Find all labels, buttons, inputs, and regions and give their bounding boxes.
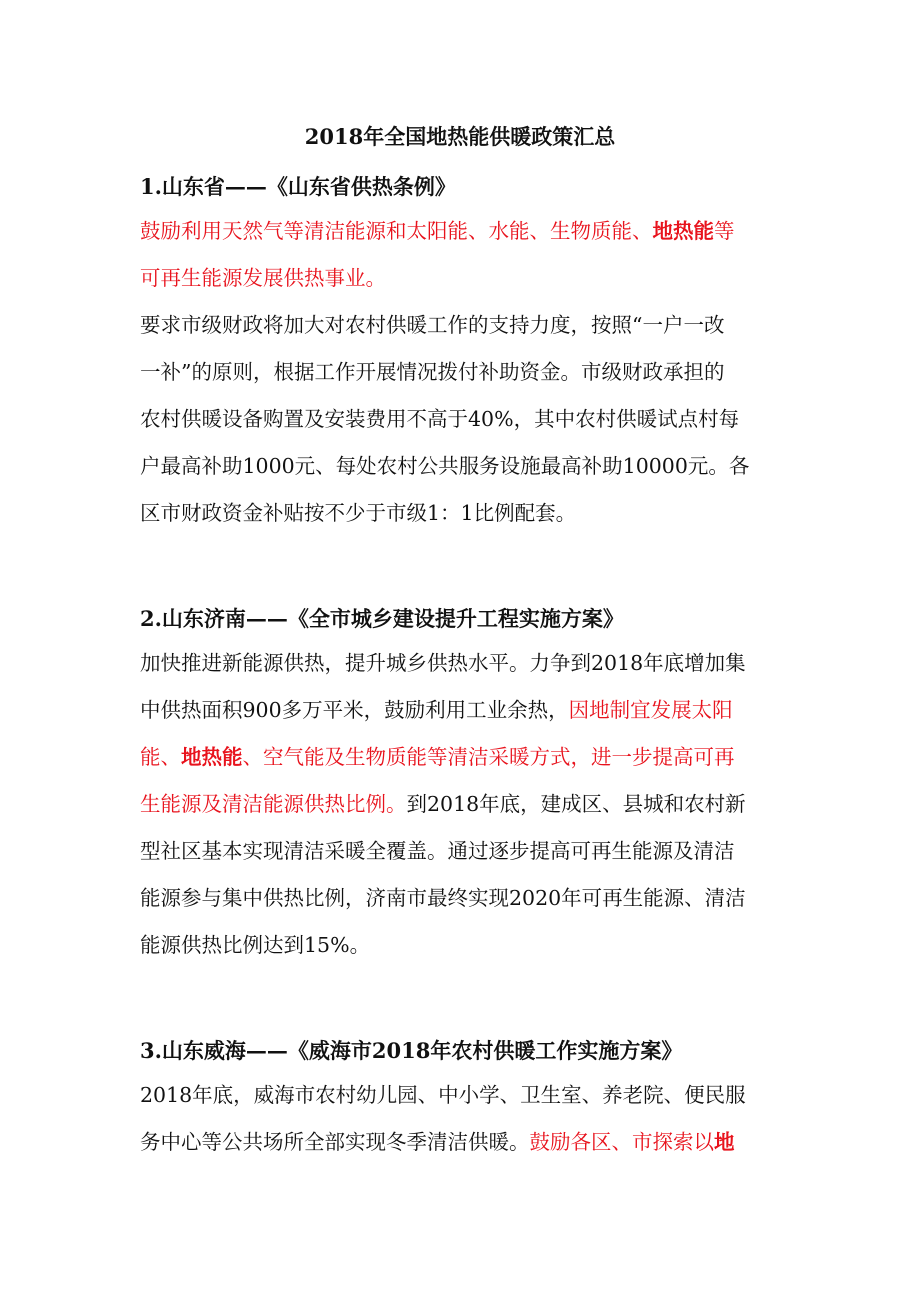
text-line [140, 640, 780, 687]
highlighted-text-run: 等 [714, 219, 735, 243]
text-line [140, 255, 780, 302]
text-run: 型社区基本实现清洁采暖全覆盖。通过逐步提高可再生能源及清洁 [140, 839, 735, 863]
text-run: 农村供暖设备购置及安装费用不高于40%，其中农村供暖试点村每 [140, 407, 740, 431]
text-line [140, 922, 780, 969]
text-line [140, 208, 780, 255]
text-run: 一补”的原则，根据工作开展情况拨付补助资金。市级财政承担的 [140, 360, 725, 384]
highlighted-text-run: 鼓励各区、市探索以 [529, 1130, 714, 1154]
text-line [140, 396, 780, 443]
highlighted-text-run: 可再生能源发展供热事业。 [140, 266, 386, 290]
highlighted-text-run: 地热能 [652, 219, 714, 243]
text-line [140, 828, 780, 875]
text-run: 到2018年底，建成区、县城和农村新 [406, 792, 746, 816]
highlighted-text-run: 能、 [140, 745, 181, 769]
section-2-paragraph-1 [140, 640, 780, 969]
text-run: 户最高补助1000元、每处农村公共服务设施最高补助10000元。各 [140, 454, 750, 478]
section-3-paragraph-1 [140, 1072, 780, 1166]
text-line [140, 443, 780, 490]
highlighted-text-run: 鼓励利用天然气等清洁能源和太阳能、水能、生物质能、 [140, 219, 653, 243]
text-run: 务中心等公共场所全部实现冬季清洁供暖。 [140, 1130, 530, 1154]
text-line [140, 349, 780, 396]
text-line [140, 1119, 780, 1166]
highlighted-text-run: 、空气能及生物质能等清洁采暖方式，进一步提高可再 [242, 745, 735, 769]
text-run: 能源参与集中供热比例，济南市最终实现2020年可再生能源、清洁 [140, 886, 746, 910]
text-line [140, 734, 780, 781]
highlighted-text-run: 地 [714, 1130, 735, 1154]
text-line [140, 687, 780, 734]
text-run: 加快推进新能源供热，提升城乡供热水平。力争到2018年底增加集 [140, 651, 746, 675]
section-heading-weihai: 3.山东威海——《威海市2018年农村供暖工作实施方案》 [140, 1038, 683, 1063]
section-1-paragraph-1 [140, 208, 780, 302]
text-run: 能源供热比例达到15%。 [140, 933, 371, 957]
text-line [140, 1072, 780, 1119]
highlighted-text-run: 因地制宜发展太阳 [568, 698, 733, 722]
text-run: 区市财政资金补贴按不少于市级1：1比例配套。 [140, 501, 577, 525]
text-run: 中供热面积900多万平米，鼓励利用工业余热， [140, 698, 569, 722]
section-1-paragraph-2 [140, 302, 780, 537]
document-title: 2018年全国地热能供暖政策汇总 [304, 124, 616, 149]
text-line [140, 875, 780, 922]
section-heading-jinan: 2.山东济南——《全市城乡建设提升工程实施方案》 [140, 606, 624, 631]
text-run: 要求市级财政将加大对农村供暖工作的支持力度，按照“一户一改 [140, 313, 725, 337]
section-heading-shandong-province: 1.山东省——《山东省供热条例》 [140, 174, 456, 199]
highlighted-text-run: 生能源及清洁能源供热比例。 [140, 792, 407, 816]
text-line [140, 781, 780, 828]
highlighted-text-run: 地热能 [181, 745, 243, 769]
text-line [140, 302, 780, 349]
text-line [140, 490, 780, 537]
text-run: 2018年底，威海市农村幼儿园、中小学、卫生室、养老院、便民服 [140, 1083, 746, 1107]
